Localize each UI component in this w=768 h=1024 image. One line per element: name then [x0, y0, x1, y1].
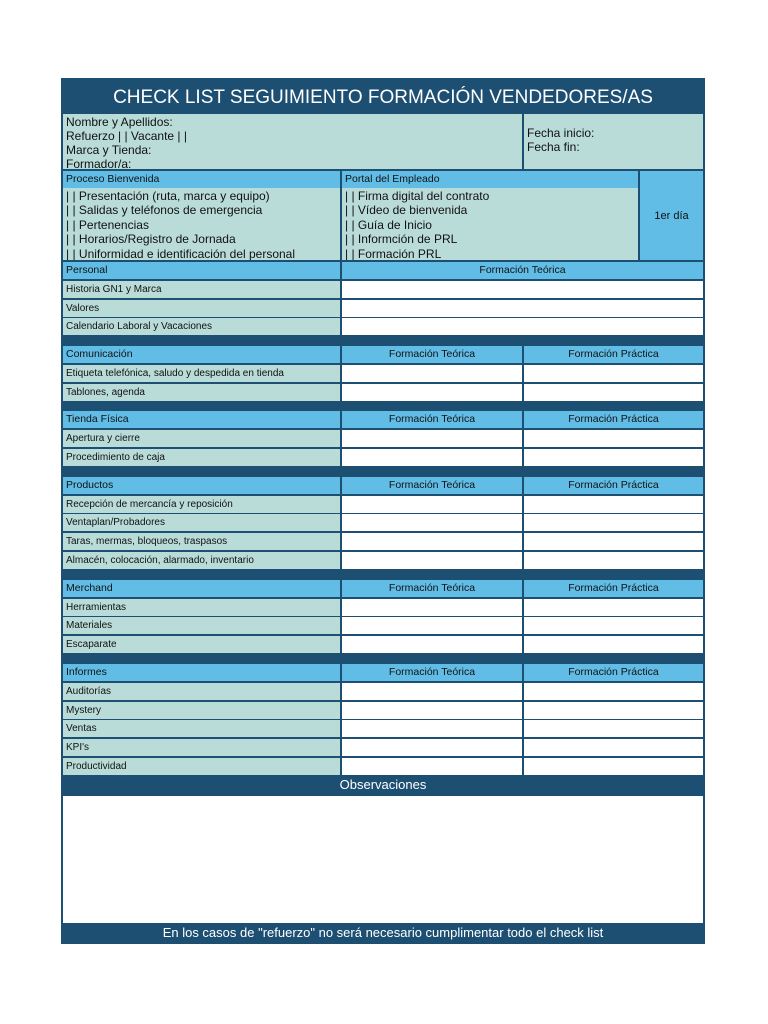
- tienda-row-label: Procedimiento de caja: [63, 449, 340, 466]
- marca-tienda-label: Marca y Tienda:: [66, 143, 152, 157]
- personal-teorica-cell[interactable]: [342, 318, 703, 335]
- bienvenida-list: [63, 188, 340, 260]
- informes-row-label: Auditorías: [63, 683, 340, 700]
- bienvenida-item[interactable]: | | Pertenencias: [66, 217, 149, 232]
- portal-item[interactable]: | | Guía de Inicio: [345, 217, 432, 232]
- tienda-row-label: Apertura y cierre: [63, 430, 340, 447]
- teorica-cell[interactable]: [342, 514, 522, 531]
- portal-list: [342, 188, 638, 260]
- practica-cell[interactable]: [524, 739, 703, 756]
- teorica-cell[interactable]: [342, 720, 522, 737]
- bienvenida-item[interactable]: | | Horarios/Registro de Jornada: [66, 232, 236, 247]
- comunicacion-practica-header: Formación Práctica: [524, 346, 703, 363]
- refuerzo-vacante-label: Refuerzo | | Vacante | |: [66, 129, 187, 143]
- teorica-cell[interactable]: [342, 552, 522, 569]
- footer-note: En los casos de "refuerzo" no será necesario cumplimentar todo el check list: [162, 925, 604, 940]
- teorica-cell[interactable]: [342, 384, 522, 401]
- tienda-practica-header: Formación Práctica: [524, 411, 703, 428]
- personal-teorica-cell[interactable]: [342, 281, 703, 298]
- bienvenida-header: Proceso Bienvenida: [63, 171, 340, 188]
- teorica-cell[interactable]: [342, 533, 522, 550]
- teorica-cell[interactable]: [342, 430, 522, 447]
- bienvenida-item[interactable]: | | Uniformidad e identificación del personal: [66, 246, 296, 260]
- merchand-teorica-header: Formación Teórica: [342, 580, 522, 597]
- teorica-cell[interactable]: [342, 758, 522, 775]
- personal-teorica-cell[interactable]: [342, 300, 703, 317]
- informes-row-label: Productividad: [63, 758, 340, 775]
- productos-practica-header: Formación Práctica: [524, 477, 703, 494]
- productos-row-label: Recepción de mercancía y reposición: [63, 496, 340, 513]
- teorica-cell[interactable]: [342, 449, 522, 466]
- practica-cell[interactable]: [524, 384, 703, 401]
- tienda-header: Tienda Física: [63, 411, 340, 428]
- practica-cell[interactable]: [524, 599, 703, 616]
- observaciones-title: Observaciones: [339, 777, 427, 792]
- portal-header: Portal del Empleado: [342, 171, 638, 188]
- trainee-info-panel: [63, 114, 522, 169]
- fecha-fin-label: Fecha fin:: [527, 140, 580, 154]
- practica-cell[interactable]: [524, 533, 703, 550]
- teorica-cell[interactable]: [342, 496, 522, 513]
- productos-row-label: Almacén, colocación, alarmado, inventario: [63, 552, 340, 569]
- bienvenida-item[interactable]: | | Salidas y teléfonos de emergencia: [66, 203, 263, 218]
- comunicacion-row-label: Tablones, agenda: [63, 384, 340, 401]
- informes-teorica-header: Formación Teórica: [342, 664, 522, 681]
- portal-item[interactable]: | | Formación PRL: [345, 246, 442, 260]
- nombre-label: Nombre y Apellidos:: [66, 115, 173, 129]
- comunicacion-header: Comunicación: [63, 346, 340, 363]
- merchand-row-label: Escaparate: [63, 636, 340, 653]
- practica-cell[interactable]: [524, 430, 703, 447]
- teorica-cell[interactable]: [342, 599, 522, 616]
- teorica-cell[interactable]: [342, 636, 522, 653]
- informes-row-label: Ventas: [63, 720, 340, 737]
- observaciones-textarea[interactable]: [63, 796, 703, 923]
- practica-cell[interactable]: [524, 552, 703, 569]
- practica-cell[interactable]: [524, 365, 703, 382]
- practica-cell[interactable]: [524, 449, 703, 466]
- portal-item[interactable]: | | Vídeo de bienvenida: [345, 203, 468, 218]
- practica-cell[interactable]: [524, 636, 703, 653]
- merchand-practica-header: Formación Práctica: [524, 580, 703, 597]
- personal-row-label: Historia GN1 y Marca: [63, 281, 340, 298]
- productos-row-label: Ventaplan/Probadores: [63, 514, 340, 531]
- dates-panel: [524, 114, 703, 169]
- fecha-inicio-label: Fecha inicio:: [527, 126, 595, 140]
- practica-cell[interactable]: [524, 514, 703, 531]
- checklist-sheet: [61, 78, 705, 944]
- practica-cell[interactable]: [524, 617, 703, 634]
- page-title: CHECK LIST SEGUIMIENTO FORMACIÓN VENDEDORES/AS: [63, 80, 703, 114]
- bienvenida-item[interactable]: | | Presentación (ruta, marca y equipo): [66, 189, 270, 203]
- productos-header: Productos: [63, 477, 340, 494]
- comunicacion-row-label: Etiqueta telefónica, saludo y despedida en tienda: [63, 365, 340, 382]
- practica-cell[interactable]: [524, 683, 703, 700]
- formador-label: Formador/a:: [66, 157, 132, 169]
- comunicacion-teorica-header: Formación Teórica: [342, 346, 522, 363]
- informes-header: Informes: [63, 664, 340, 681]
- productos-row-label: Taras, mermas, bloqueos, traspasos: [63, 533, 340, 550]
- personal-header: Personal: [63, 262, 340, 279]
- portal-item[interactable]: | | Firma digital del contrato: [345, 189, 490, 203]
- teorica-cell[interactable]: [342, 683, 522, 700]
- informes-row-label: KPI's: [63, 739, 340, 756]
- first-day-label: 1er día: [640, 171, 703, 260]
- teorica-cell[interactable]: [342, 702, 522, 719]
- practica-cell[interactable]: [524, 758, 703, 775]
- productos-teorica-header: Formación Teórica: [342, 477, 522, 494]
- personal-row-label: Valores: [63, 300, 340, 317]
- practica-cell[interactable]: [524, 720, 703, 737]
- teorica-cell[interactable]: [342, 617, 522, 634]
- teorica-cell[interactable]: [342, 739, 522, 756]
- informes-practica-header: Formación Práctica: [524, 664, 703, 681]
- practica-cell[interactable]: [524, 702, 703, 719]
- merchand-row-label: Materiales: [63, 617, 340, 634]
- teorica-cell[interactable]: [342, 365, 522, 382]
- merchand-header: Merchand: [63, 580, 340, 597]
- personal-row-label: Calendario Laboral y Vacaciones: [63, 318, 340, 335]
- practica-cell[interactable]: [524, 496, 703, 513]
- personal-teorica-header: Formación Teórica: [342, 262, 703, 279]
- portal-item[interactable]: | | Informción de PRL: [345, 232, 458, 247]
- informes-row-label: Mystery: [63, 702, 340, 719]
- tienda-teorica-header: Formación Teórica: [342, 411, 522, 428]
- merchand-row-label: Herramientas: [63, 599, 340, 616]
